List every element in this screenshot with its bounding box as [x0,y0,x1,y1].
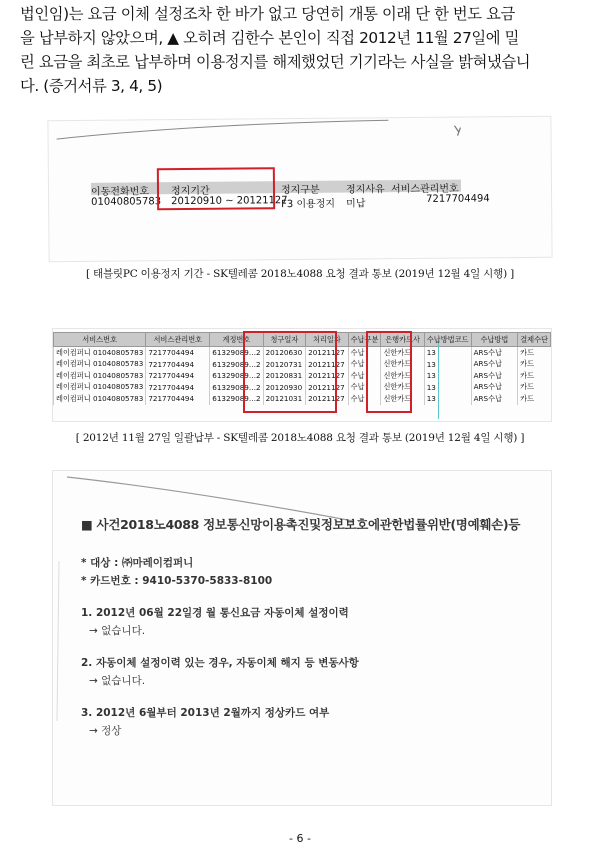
table-cell: 01040805783 [91,196,162,208]
table-cell: 수납 [348,370,381,382]
table-cell: 레이컴퍼니 01040805783 [54,382,146,394]
body-paragraph [20,2,582,98]
answer-1: → 없습니다. [89,625,146,637]
table-cell: 신한카드 [381,382,424,394]
header-cell: 결제수단 [518,333,551,347]
table-cell: 카드 [518,382,551,394]
table-cell: 카드 [518,347,551,359]
table-cell: 7217704494 [146,347,210,359]
table-cell: 61329089…2 [210,347,263,359]
table-cell: 신한카드 [381,359,424,371]
table-cell: 13 [424,393,471,405]
header-cell: 이동전화번호 [90,186,150,198]
table-cell: 레이컴퍼니 01040805783 [54,347,146,359]
table-cell: 7217704494 [146,382,210,394]
highlight-box [157,167,275,210]
table-cell: 수납 [348,382,381,394]
header-cell: 서비스번호 [54,333,146,347]
question-2: 2. 자동이체 설정이력 있는 경우, 자동이체 해지 등 변동사항 [81,657,359,669]
table-cell: 20120831 [263,370,306,382]
paragraph-line: 법인임)는 요금 이체 설정조차 한 바가 없고 당연히 개통 이래 단 한 번도 요금 [20,5,515,23]
table-cell: 20120910 ~ 20121127 [171,195,288,208]
table-cell: 수납 [348,359,381,371]
table-cell: ARS수납 [471,382,518,394]
table-cell: 카드 [518,359,551,371]
document-title: ■ 사건2018노4088 정보통신망이용촉진및정보보호에관한법률위반(명예훼손)등 [81,517,521,532]
table-cell: 61329089…2 [210,370,263,382]
table-cell: 13 [424,347,471,359]
header-cell: 서비스관리번호 [146,333,210,347]
highlight-box [366,331,412,413]
table-cell: 미납 [346,198,366,210]
table-cell: 수납 [348,347,381,359]
header-cell: 수납구분 [348,333,381,347]
paragraph-line: 다. (증거서류 3, 4, 5) [20,77,163,95]
header-cell: 수납방법 [471,333,518,347]
page-number: - 6 - [289,832,311,845]
table-cell: 신한카드 [381,370,424,382]
header-cell: 수납방법코드 [424,333,471,347]
table-cell: 카드 [518,370,551,382]
evidence-scan-payment [52,328,552,422]
table-cell: ARS수납 [471,347,518,359]
header-cell: 은행카드사 [381,333,424,347]
table-cell: 20120630 [263,347,306,359]
highlight-box [243,331,337,413]
question-1: 1. 2012년 06월 22일경 월 통신요금 자동이체 설정이력 [81,607,349,619]
table-cell: 7217704494 [146,370,210,382]
table-cell: 수납 [348,393,381,405]
table-cell: 20121127 [306,382,349,394]
table-cell: 20120930 [263,382,306,394]
table-cell: 7217704494 [426,193,490,205]
header-cell: 서비스관리번호 [390,183,459,196]
table-cell: 20121127 [306,347,349,359]
table-cell: 7217704494 [146,359,210,371]
table-cell: 레이컴퍼니 01040805783 [54,370,146,382]
answer-2: → 없습니다. [89,675,146,687]
table-cell: 61329089…2 [210,359,263,371]
table-cell: F3 이용정지 [281,198,336,211]
table-cell: 20121031 [263,393,306,405]
table-cell: 20121127 [306,370,349,382]
header-cell: 정지구분 [280,184,320,197]
table-cell: 20121127 [306,393,349,405]
table-cell: ARS수납 [471,393,518,405]
table-cell: 레이컴퍼니 01040805783 [54,393,146,405]
table-cell: 20120731 [263,359,306,371]
table-cell: 13 [424,359,471,371]
scan-divider [438,343,439,419]
header-cell: 정지기간 [170,185,210,198]
evidence-scan-suspension [47,116,552,262]
caption: [ 태블릿PC 이용정지 기간 - SK텔레콤 2018노4088 요청 결과 통보 (2019년 12월 4일 시행) ] [85,268,515,280]
table-cell: 신한카드 [381,347,424,359]
header-cell: 처리일자 [306,333,349,347]
table-cell: ARS수납 [471,370,518,382]
card-number-line: * 카드번호 : 9410-5370-5833-8100 [81,575,273,587]
table-cell: 레이컴퍼니 01040805783 [54,359,146,371]
evidence-scan-card-reply [52,470,552,806]
table-cell: 61329089…2 [210,393,263,405]
table-cell: 7217704494 [146,393,210,405]
paragraph-line: 을 납부하지 않았으며, ▲ 오히려 김한수 본인이 직접 2012년 11월 27일에 밀 [20,29,519,47]
header-cell: 정지사유 [345,184,385,196]
table-cell: 13 [424,370,471,382]
header-cell: 계정번호 [210,333,263,347]
table-cell: ARS수납 [471,359,518,371]
caption: [ 2012년 11월 27일 일괄납부 - SK텔레콤 2018노4088 요청 결과 통보 (2019년 12월 4일 시행) ] [75,432,525,444]
paragraph-line: 린 요금을 최초로 납부하며 이용정지를 해제했었던 기기라는 사실을 밝혀냈습니 [20,53,531,71]
answer-3: → 정상 [89,725,122,737]
table-cell: 20121127 [306,359,349,371]
table-cell: 카드 [518,393,551,405]
target-line: * 대상 : ㈜마레이컴퍼니 [81,557,194,569]
header-cell: 청구일자 [263,333,306,347]
table-cell: 61329089…2 [210,382,263,394]
table-cell: 13 [424,382,471,394]
question-3: 3. 2012년 6월부터 2013년 2월까지 정상카드 여부 [81,707,330,719]
table-cell: 신한카드 [381,393,424,405]
